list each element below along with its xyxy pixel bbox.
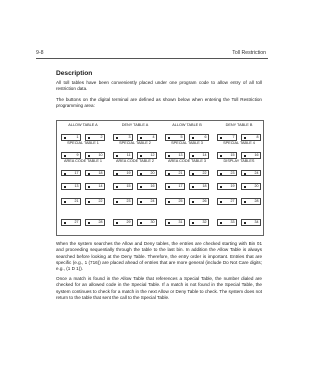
key-row xyxy=(61,219,261,226)
key-number-label: 34 xyxy=(254,220,259,225)
label-deny-table-a: DENY TABLE A xyxy=(121,123,149,127)
key-number-label: 25 xyxy=(178,199,183,204)
key-number-label: 13 xyxy=(178,153,183,158)
terminal-key[interactable] xyxy=(61,152,81,159)
led-indicator-icon xyxy=(140,222,142,224)
led-indicator-icon xyxy=(192,173,194,175)
led-indicator-icon xyxy=(140,201,142,203)
label-allow-table-b: ALLOW TABLE B xyxy=(172,123,202,127)
label-special-table-3: SPECIAL TABLE 3 xyxy=(171,141,203,145)
led-indicator-icon xyxy=(168,222,170,224)
terminal-key[interactable] xyxy=(189,183,209,190)
key-number-label: 15 xyxy=(126,184,131,189)
key-pair xyxy=(165,198,209,205)
led-indicator-icon xyxy=(168,173,170,175)
led-indicator-icon xyxy=(140,137,142,139)
terminal-key[interactable] xyxy=(137,152,157,159)
terminal-key[interactable] xyxy=(241,170,261,177)
led-indicator-icon xyxy=(220,173,222,175)
terminal-key[interactable] xyxy=(85,219,105,226)
key-number-label: 12 xyxy=(150,153,155,158)
terminal-key[interactable] xyxy=(61,170,81,177)
key-number-label: 31 xyxy=(178,220,183,225)
terminal-key[interactable] xyxy=(85,183,105,190)
led-indicator-icon xyxy=(192,201,194,203)
terminal-key[interactable] xyxy=(217,170,237,177)
key-number-label: 1 xyxy=(76,135,79,140)
led-indicator-icon xyxy=(64,222,66,224)
key-number-label: 14 xyxy=(202,153,207,158)
terminal-key[interactable] xyxy=(241,152,261,159)
terminal-key[interactable] xyxy=(61,198,81,205)
led-indicator-icon xyxy=(244,155,246,157)
terminal-key[interactable] xyxy=(165,170,185,177)
key-pair xyxy=(113,134,157,141)
key-number-label: 27 xyxy=(230,199,235,204)
led-indicator-icon xyxy=(168,137,170,139)
led-indicator-icon xyxy=(64,155,66,157)
key-number-label: 20 xyxy=(254,184,259,189)
led-indicator-icon xyxy=(116,186,118,188)
led-indicator-icon xyxy=(192,222,194,224)
key-row xyxy=(61,183,261,190)
key-number-label: 19 xyxy=(230,184,235,189)
terminal-key[interactable] xyxy=(241,198,261,205)
label-area-code-table-2: AREA CODE TABLE 2 xyxy=(115,159,155,163)
terminal-key[interactable] xyxy=(137,198,157,205)
led-indicator-icon xyxy=(116,155,118,157)
led-indicator-icon xyxy=(116,137,118,139)
terminal-key[interactable] xyxy=(241,183,261,190)
led-indicator-icon xyxy=(220,155,222,157)
terminal-key[interactable] xyxy=(113,219,133,226)
terminal-key[interactable] xyxy=(165,219,185,226)
key-number-label: 4 xyxy=(152,135,155,140)
terminal-key[interactable] xyxy=(85,134,105,141)
led-indicator-icon xyxy=(116,222,118,224)
led-indicator-icon xyxy=(244,173,246,175)
terminal-key[interactable] xyxy=(217,198,237,205)
label-display-tables: DISPLAY TABLES xyxy=(223,159,255,163)
section-heading: Description xyxy=(56,70,93,77)
key-number-label: 8 xyxy=(256,135,259,140)
terminal-key[interactable] xyxy=(137,134,157,141)
led-indicator-icon xyxy=(88,186,90,188)
key-row xyxy=(61,170,261,177)
led-indicator-icon xyxy=(192,155,194,157)
page-number: 9-8 xyxy=(36,50,44,56)
key-number-label: 28 xyxy=(98,220,103,225)
terminal-key[interactable] xyxy=(113,198,133,205)
led-indicator-icon xyxy=(244,137,246,139)
terminal-key[interactable] xyxy=(165,152,185,159)
led-indicator-icon xyxy=(64,186,66,188)
led-indicator-icon xyxy=(168,155,170,157)
terminal-key[interactable] xyxy=(241,134,261,141)
key-number-label: 18 xyxy=(202,184,207,189)
key-pair xyxy=(217,170,261,177)
key-pair xyxy=(217,198,261,205)
key-pair xyxy=(113,183,157,190)
label-special-table-1: SPECIAL TABLE 1 xyxy=(67,141,99,145)
key-number-label: 24 xyxy=(254,170,259,175)
running-header-title: Toll Restriction xyxy=(232,50,266,56)
led-indicator-icon xyxy=(220,186,222,188)
terminal-key[interactable] xyxy=(217,134,237,141)
key-number-label: 18 xyxy=(98,170,103,175)
key-number-label: 17 xyxy=(178,184,183,189)
label-deny-table-b: DENY TABLE B xyxy=(225,123,253,127)
terminal-key[interactable] xyxy=(189,198,209,205)
key-number-label: 28 xyxy=(254,199,259,204)
led-indicator-icon xyxy=(168,186,170,188)
key-number-label: 30 xyxy=(150,220,155,225)
key-pair xyxy=(165,170,209,177)
key-pair xyxy=(61,198,105,205)
key-number-label: 16 xyxy=(254,153,259,158)
key-number-label: 21 xyxy=(74,199,79,204)
key-pair xyxy=(165,152,209,159)
led-indicator-icon xyxy=(116,173,118,175)
led-indicator-icon xyxy=(168,201,170,203)
key-number-label: 16 xyxy=(150,184,155,189)
led-indicator-icon xyxy=(244,222,246,224)
terminal-key[interactable] xyxy=(113,170,133,177)
key-pair xyxy=(165,134,209,141)
led-indicator-icon xyxy=(244,201,246,203)
key-number-label: 7 xyxy=(232,135,235,140)
led-indicator-icon xyxy=(220,137,222,139)
key-pair xyxy=(217,219,261,226)
terminal-key[interactable] xyxy=(61,183,81,190)
header-rule xyxy=(36,58,268,59)
led-indicator-icon xyxy=(140,155,142,157)
led-indicator-icon xyxy=(220,201,222,203)
led-indicator-icon xyxy=(64,201,66,203)
led-indicator-icon xyxy=(88,137,90,139)
header-row-3 xyxy=(61,159,261,163)
terminal-key[interactable] xyxy=(165,198,185,205)
label-allow-table-a: ALLOW TABLE A xyxy=(68,123,98,127)
terminal-key[interactable] xyxy=(137,219,157,226)
paragraph-buttons: The buttons on the digital terminal are defined as shown below when entering the Toll Restriction programming area: xyxy=(56,97,262,109)
terminal-key[interactable] xyxy=(217,219,237,226)
key-pair xyxy=(217,152,261,159)
terminal-key[interactable] xyxy=(241,219,261,226)
terminal-key[interactable] xyxy=(61,134,81,141)
terminal-key[interactable] xyxy=(113,183,133,190)
key-number-label: 2 xyxy=(100,135,103,140)
label-special-table-4: SPECIAL TABLE 4 xyxy=(223,141,255,145)
label-area-code-table-1: AREA CODE TABLE 1 xyxy=(63,159,103,163)
key-pair xyxy=(61,219,105,226)
terminal-key[interactable] xyxy=(189,152,209,159)
key-pair xyxy=(217,183,261,190)
led-indicator-icon xyxy=(88,201,90,203)
terminal-key[interactable] xyxy=(189,170,209,177)
terminal-key[interactable] xyxy=(137,170,157,177)
key-number-label: 22 xyxy=(98,199,103,204)
key-pair xyxy=(165,183,209,190)
key-number-label: 9 xyxy=(76,153,79,158)
key-number-label: 5 xyxy=(180,135,183,140)
terminal-key[interactable] xyxy=(85,198,105,205)
key-pair xyxy=(165,219,209,226)
key-row xyxy=(61,134,261,141)
key-pair xyxy=(61,170,105,177)
led-indicator-icon xyxy=(116,201,118,203)
terminal-key[interactable] xyxy=(85,170,105,177)
led-indicator-icon xyxy=(88,222,90,224)
key-number-label: 14 xyxy=(98,184,103,189)
terminal-key[interactable] xyxy=(85,152,105,159)
led-indicator-icon xyxy=(140,186,142,188)
key-pair xyxy=(113,219,157,226)
label-area-code-table-3: AREA CODE TABLE 3 xyxy=(167,159,207,163)
paragraph-intro: All toll tables have been conveniently placed under one program code to allow entry of all toll restriction data. xyxy=(56,80,262,92)
key-number-label: 26 xyxy=(202,199,207,204)
key-pair xyxy=(61,183,105,190)
key-number-label: 11 xyxy=(126,153,131,158)
terminal-key[interactable] xyxy=(113,134,133,141)
terminal-key[interactable] xyxy=(137,183,157,190)
led-indicator-icon xyxy=(220,222,222,224)
key-row xyxy=(61,198,261,205)
led-indicator-icon xyxy=(192,137,194,139)
key-number-label: 24 xyxy=(150,199,155,204)
led-indicator-icon xyxy=(88,155,90,157)
key-pair xyxy=(217,134,261,141)
key-row xyxy=(61,152,261,159)
key-pair xyxy=(61,134,105,141)
terminal-key[interactable] xyxy=(165,134,185,141)
led-indicator-icon xyxy=(64,173,66,175)
led-indicator-icon xyxy=(192,186,194,188)
key-number-label: 10 xyxy=(98,153,103,158)
header-row-2 xyxy=(61,141,261,145)
key-pair xyxy=(113,152,157,159)
key-number-label: 27 xyxy=(74,220,79,225)
terminal-key[interactable] xyxy=(165,183,185,190)
key-number-label: 23 xyxy=(126,199,131,204)
led-indicator-icon xyxy=(244,186,246,188)
key-number-label: 23 xyxy=(230,170,235,175)
paragraph-special-table: Once a match is found in the Allow Table that references a Special Table, the number dialed are checked for an allowed code in the Special Table. If a match is not found in the Special Table, the system continues to check for a match in the next Allow or Deny Table to check. The system does not return to the table that sent the call to the Special Table. xyxy=(56,276,262,300)
terminal-key[interactable] xyxy=(217,152,237,159)
key-number-label: 33 xyxy=(230,220,235,225)
key-number-label: 6 xyxy=(204,135,207,140)
key-number-label: 22 xyxy=(202,170,207,175)
paragraph-search-order: When the system searches the Allow and Deny tables, the entries are checked starting with Bin 01 and proceeding sequentially through the table to the last bin. In addition the Allow Table is always searched before looking at the Deny Table. Therefore, the entry order is important. Entries that are specific (e.g., 1 (716)) are placed ahead of entries that are more general (include Do Not Care digits; e.g., (1 D 1)). xyxy=(56,241,262,272)
key-number-label: 3 xyxy=(128,135,131,140)
terminal-key[interactable] xyxy=(61,219,81,226)
button-layout-diagram xyxy=(56,120,264,236)
key-number-label: 15 xyxy=(230,153,235,158)
key-number-label: 17 xyxy=(74,170,79,175)
key-number-label: 21 xyxy=(178,170,183,175)
terminal-key[interactable] xyxy=(217,183,237,190)
key-pair xyxy=(61,152,105,159)
label-special-table-2: SPECIAL TABLE 2 xyxy=(119,141,151,145)
key-number-label: 29 xyxy=(126,220,131,225)
led-indicator-icon xyxy=(88,173,90,175)
key-number-label: 13 xyxy=(74,184,79,189)
led-indicator-icon xyxy=(140,173,142,175)
terminal-key[interactable] xyxy=(113,152,133,159)
key-pair xyxy=(113,170,157,177)
header-row-1 xyxy=(61,123,261,127)
terminal-key[interactable] xyxy=(189,219,209,226)
key-number-label: 32 xyxy=(202,220,207,225)
key-pair xyxy=(113,198,157,205)
key-number-label: 19 xyxy=(126,170,131,175)
led-indicator-icon xyxy=(64,137,66,139)
terminal-key[interactable] xyxy=(189,134,209,141)
key-number-label: 20 xyxy=(150,170,155,175)
